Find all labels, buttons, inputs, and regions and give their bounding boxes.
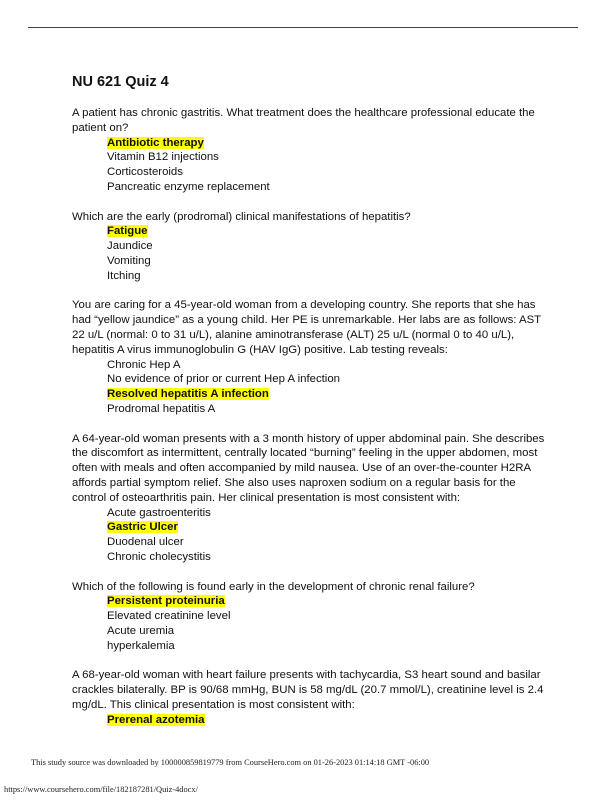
highlighted-answer-option [107,224,552,239]
highlighted-answer-option [107,136,552,151]
footer-source-line: This study source was downloaded by 100000859819779 from CourseHero.com on 01-26-2023 01:14:18 GMT -06:00 [31,758,430,767]
answer-option-label: No evidence of prior or current Hep A infection [107,373,341,386]
answer-option-label: Vomiting [107,254,151,267]
answer-options [107,506,552,565]
answer-option [107,550,552,565]
answer-option-label: Elevated creatinine level [107,610,231,623]
highlighted-answer-option [107,594,552,609]
question-block [72,210,552,284]
answer-option-label: hyperkalemia [107,639,175,652]
answer-option-label: Pancreatic enzyme replacement [107,180,270,193]
answer-option-label: Jaundice [107,240,153,253]
answer-option [107,165,552,180]
answer-option-label: Fatigue [107,225,148,238]
document-body [72,72,552,742]
question-block [72,668,552,727]
answer-options [107,358,552,417]
question-block [72,580,552,654]
answer-option-label: Prerenal azotemia [107,713,205,726]
answer-option [107,254,552,269]
document-title: NU 621 Quiz 4 [72,74,169,90]
header-divider [28,27,578,28]
answer-option [107,639,552,654]
answer-option-label: Persistent proteinuria [107,595,225,608]
answer-option-label: Acute uremia [107,624,175,637]
answer-option-label: Gastric Ulcer [107,521,178,534]
answer-options [107,136,552,195]
highlighted-answer-option [107,520,552,535]
answer-options [107,224,552,283]
question-text: Which are the early (prodromal) clinical manifestations of hepatitis? [72,210,411,223]
highlighted-answer-option [107,713,552,728]
answer-option [107,609,552,624]
answer-option [107,269,552,284]
answer-option-label: Vitamin B12 injections [107,151,219,164]
answer-option-label: Corticosteroids [107,166,183,179]
answer-options [107,713,552,728]
answer-option-label: Antibiotic therapy [107,136,204,149]
answer-option [107,372,552,387]
question-text: You are caring for a 45-year-old woman from a developing country. She reports that she has had “yellow jaundice” as a young child. Her PE is unremarkable. Her labs are as follows: AST 22 u/L (normal: 0 to 31 u/L), alanine aminotransferase (ALT) 25 u/L (normal 0 to 40 u/L), hepatitis A virus immunoglobulin G (HAV IgG) positive. Lab testing reveals: [72,299,541,356]
answer-option-label: Prodromal hepatitis A [107,402,216,415]
question-text: Which of the following is found early in the development of chronic renal failure? [72,580,475,593]
answer-option-label: Chronic Hep A [107,358,181,371]
answer-option [107,150,552,165]
question-text: A 64-year-old woman presents with a 3 month history of upper abdominal pain. She describes the discomfort as intermittent, centrally located “burning” feeling in the upper abdomen, most often with meals and often accompanied by mild nausea. Use of an over-the-counter H2RA affords partial symptom relief. She also uses naproxen sodium on a regular basis for the control of osteoarthritis pain. Her clinical presentation is most consistent with: [72,432,545,504]
answer-option-label: Itching [107,269,141,282]
question-text: A patient has chronic gastritis. What treatment does the healthcare professional educate the patient on? [72,107,535,134]
answer-option [107,358,552,373]
question-block [72,432,552,565]
question-block [72,106,552,195]
answer-option [107,239,552,254]
question-text: A 68-year-old woman with heart failure presents with tachycardia, S3 heart sound and basilar crackles bilaterally. BP is 90/68 mmHg, BUN is 58 mg/dL (20.7 mmol/L), creatinine level is 2.4 mg/dL. This clinical presentation is most consistent with: [72,669,544,711]
answer-options [107,594,552,653]
answer-option-label: Resolved hepatitis A infection [107,388,269,401]
answer-option [107,624,552,639]
answer-option-label: Acute gastroenteritis [107,506,211,519]
answer-option [107,180,552,195]
answer-option [107,535,552,550]
answer-option [107,402,552,417]
question-list [72,106,552,727]
question-block [72,298,552,416]
highlighted-answer-option [107,387,552,402]
answer-option [107,506,552,521]
answer-option-label: Chronic cholecystitis [107,550,211,563]
answer-option-label: Duodenal ulcer [107,536,184,549]
footer-url: https://www.coursehero.com/file/182187281/Quiz-4docx/ [4,785,198,794]
